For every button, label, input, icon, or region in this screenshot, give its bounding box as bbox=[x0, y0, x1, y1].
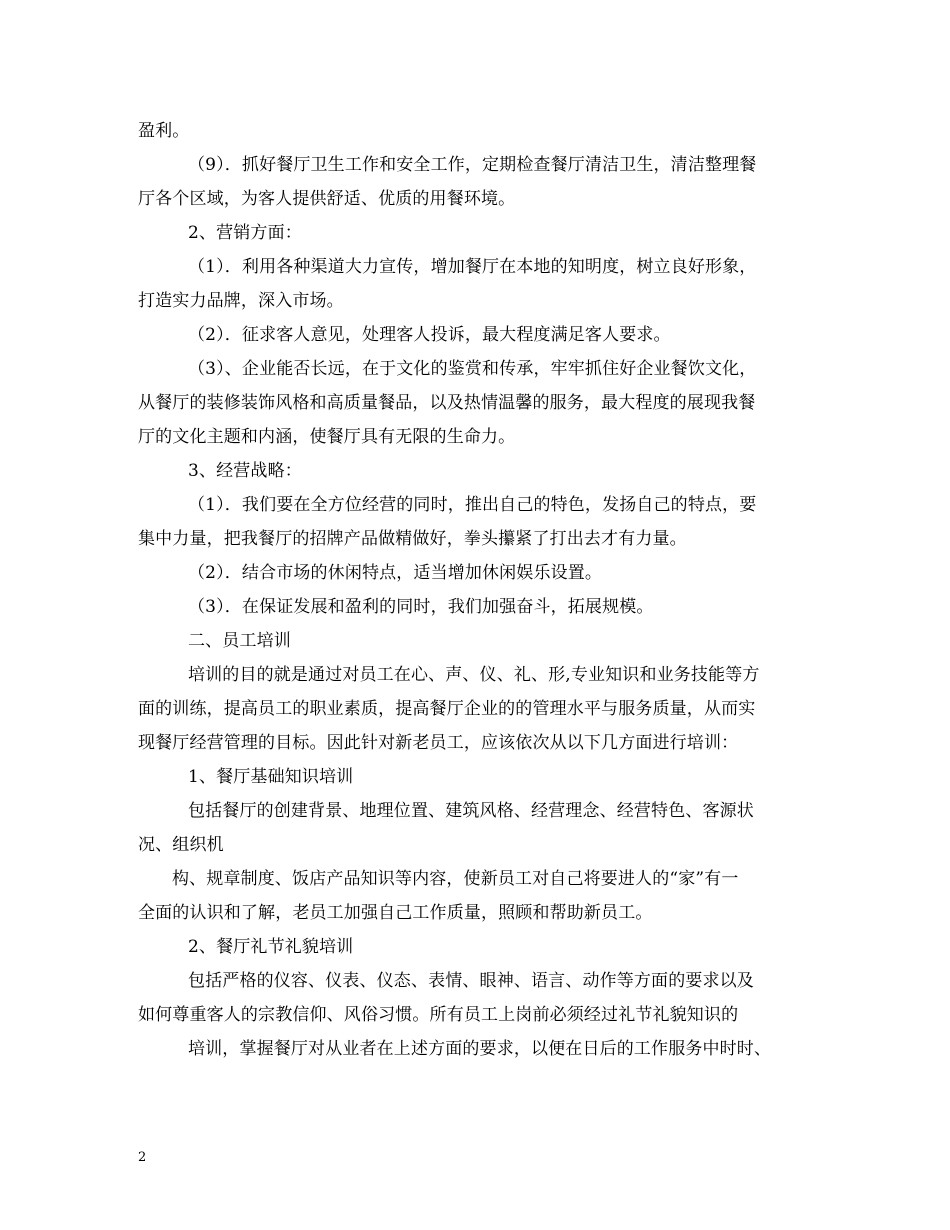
page-number: 2 bbox=[138, 1150, 147, 1165]
paragraph-line: 从餐厅的装修装饰风格和高质量餐品，以及热情温馨的服务，最大程度的展现我餐 bbox=[138, 393, 756, 413]
section-heading: 3、经营战略： bbox=[188, 461, 302, 481]
paragraph-line: （3）．在保证发展和盈利的同时，我们加强奋斗，拓展规模。 bbox=[188, 597, 654, 617]
paragraph-line: （2）．征求客人意见，处理客人投诉，最大程度满足客人要求。 bbox=[188, 325, 671, 345]
paragraph-line: 厅的文化主题和内涵，使餐厅具有无限的生命力。 bbox=[138, 427, 516, 447]
paragraph-line: 况、组织机 bbox=[138, 835, 224, 855]
paragraph-line: （9）．抓好餐厅卫生工作和安全工作，定期检查餐厅清洁卫生，清洁整理餐 bbox=[188, 155, 757, 175]
paragraph-line: （1）．我们要在全方位经营的同时，推出自己的特色，发扬自己的特点，要 bbox=[188, 495, 757, 515]
paragraph-line: 培训，掌握餐厅对从业者在上述方面的要求，以便在日后的工作服务中时时、 bbox=[188, 1039, 772, 1059]
paragraph-line: （3）、企业能否长远，在于文化的鉴赏和传承，牢牢抓住好企业餐饮文化， bbox=[188, 359, 757, 379]
paragraph-line: 全面的认识和了解，老员工加强自己工作质量，照顾和帮助新员工。 bbox=[138, 903, 653, 923]
paragraph-line: 如何尊重客人的宗教信仰、风俗习惯。所有员工上岗前必须经过礼节礼貌知识的 bbox=[138, 1005, 739, 1025]
paragraph-line: 培训的目的就是通过对员工在心、声、仪、礼、形,专业知识和业务技能等方 bbox=[188, 665, 760, 685]
paragraph-line: 构、规章制度、饭店产品知识等内容，使新员工对自己将要进人的“家”有一 bbox=[172, 869, 739, 889]
paragraph-line: 厅各个区域，为客人提供舒适、优质的用餐环境。 bbox=[138, 189, 516, 209]
paragraph-line: （1）．利用各种渠道大力宣传，增加餐厅在本地的知明度，树立良好形象， bbox=[188, 257, 757, 277]
section-heading: 二、员工培训 bbox=[188, 631, 291, 651]
section-heading: 1、餐厅基础知识培训 bbox=[188, 767, 354, 787]
paragraph-line: 包括严格的仪容、仪表、仪态、表情、眼神、语言、动作等方面的要求以及 bbox=[188, 971, 754, 991]
paragraph-line: （2）．结合市场的休闲特点，适当增加休闲娱乐设置。 bbox=[188, 563, 603, 583]
paragraph-line: 面的训练，提高员工的职业素质，提高餐厅企业的的管理水平与服务质量，从而实 bbox=[138, 699, 756, 719]
section-heading: 2、营销方面： bbox=[188, 223, 302, 243]
paragraph-line: 集中力量，把我餐厅的招牌产品做精做好，拳头攥紧了打出去才有力量。 bbox=[138, 529, 687, 549]
paragraph-line: 包括餐厅的创建背景、地理位置、建筑风格、经营理念、经营特色、客源状 bbox=[188, 801, 754, 821]
paragraph-line: 打造实力品牌，深入市场。 bbox=[138, 291, 344, 311]
paragraph-line: 盈利。 bbox=[138, 121, 190, 141]
paragraph-line: 现餐厅经营管理的目标。因此针对新老员工，应该依次从以下几方面进行培训： bbox=[138, 733, 739, 753]
section-heading: 2、餐厅礼节礼貌培训 bbox=[188, 937, 354, 957]
